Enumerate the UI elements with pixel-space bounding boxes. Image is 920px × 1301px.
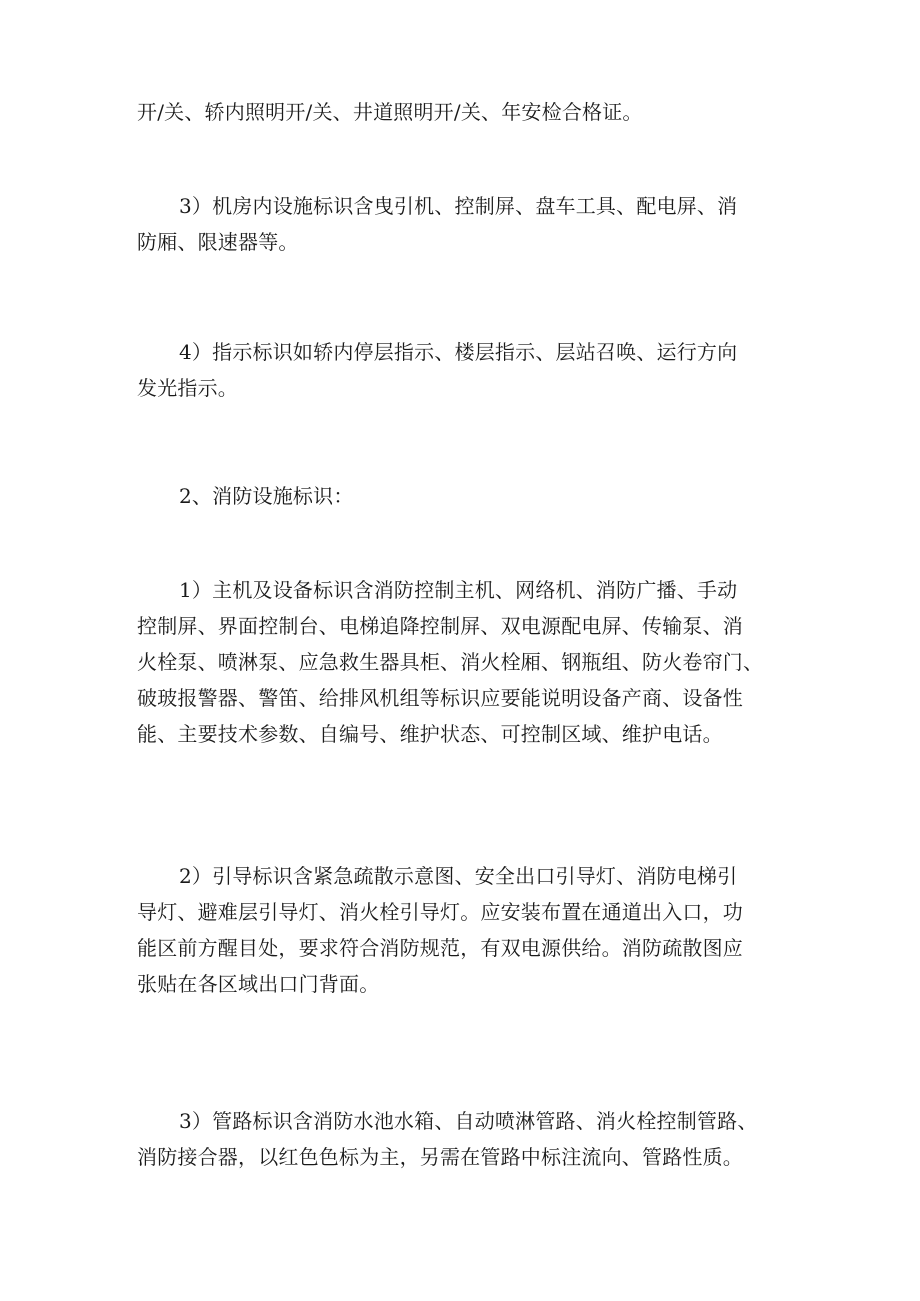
- text-line: 能区前方醒目处，要求符合消防规范，有双电源供给。消防疏散图应: [137, 936, 743, 960]
- paragraph-host-equipment-signs: [137, 572, 802, 752]
- paragraph-elevator-switches-continued: [137, 94, 802, 130]
- text-line: 3）机房内设施标识含曳引机、控制屏、盘车工具、配电屏、消: [179, 194, 738, 218]
- text-line: 2）引导标识含紧急疏散示意图、安全出口引导灯、消防电梯引: [179, 864, 738, 888]
- paragraph-indicator-signs: [137, 334, 802, 406]
- text-line: 1）主机及设备标识含消防控制主机、网络机、消防广播、手动: [179, 578, 738, 602]
- section-heading-fire-facility-signs: [137, 478, 802, 514]
- text-line: 张贴在各区域出口门背面。: [137, 972, 380, 996]
- text-line: 2、消防设施标识：: [179, 484, 354, 508]
- text-line: 能、主要技术参数、自编号、维护状态、可控制区域、维护电话。: [137, 722, 723, 746]
- text-line: 防厢、限速器等。: [137, 230, 299, 254]
- paragraph-guidance-signs: [137, 858, 802, 1002]
- text-line: 火栓泵、喷淋泵、应急救生器具柜、消火栓厢、钢瓶组、防火卷帘门、: [137, 650, 764, 674]
- paragraph-pipeline-signs: [137, 1103, 802, 1175]
- text-line: 破玻报警器、警笛、给排风机组等标识应要能说明设备产商、设备性: [137, 686, 743, 710]
- text-line: 3）管路标识含消防水池水箱、自动喷淋管路、消火栓控制管路、: [179, 1109, 758, 1133]
- text-line: 发光指示。: [137, 376, 238, 400]
- text-line: 导灯、避难层引导灯、消火栓引导灯。应安装布置在通道出入口，功: [137, 900, 743, 924]
- text-line: 控制屏、界面控制台、电梯追降控制屏、双电源配电屏、传输泵、消: [137, 614, 743, 638]
- paragraph-machine-room-facilities: [137, 188, 802, 260]
- text-line: 开/关、轿内照明开/关、井道照明开/关、年安检合格证。: [137, 100, 643, 124]
- text-line: 消防接合器，以红色色标为主，另需在管路中标注流向、管路性质。: [137, 1145, 743, 1169]
- text-line: 4）指示标识如轿内停层指示、楼层指示、层站召唤、运行方向: [179, 340, 738, 364]
